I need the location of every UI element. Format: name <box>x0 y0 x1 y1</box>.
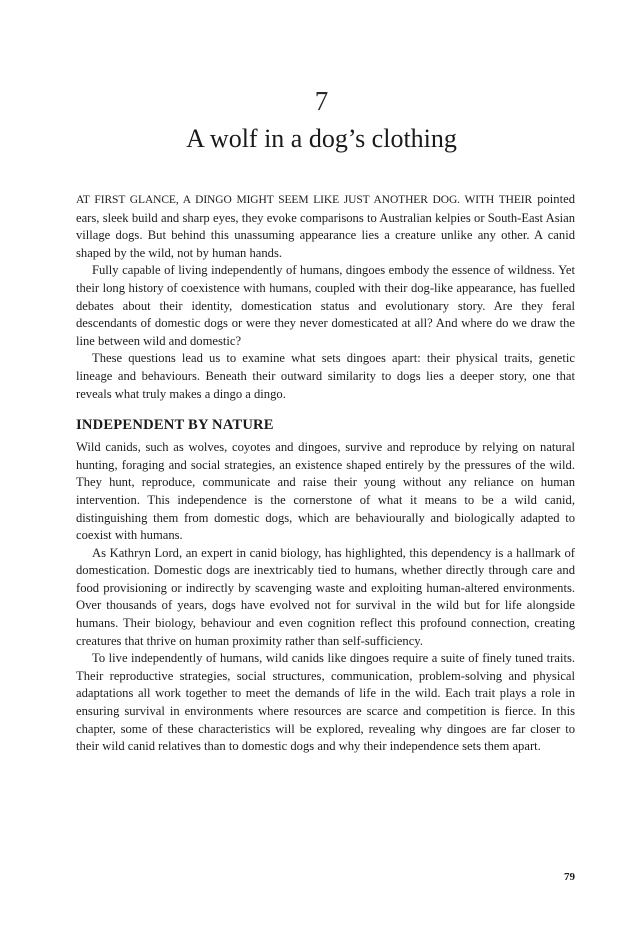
intro-paragraph-3: These questions lead us to examine what sets dingoes apart: their physical traits, genetic lineage and behaviours. Beneath their outward similarity to dogs lies a deeper story, one that reveals what truly makes a dingo a dingo. <box>76 351 575 401</box>
section-paragraph-2: As Kathryn Lord, an expert in canid biology, has highlighted, this dependency is a hallmark of domestication. Domestic dogs are inextricably tied to humans, whether directly through care and food provisioning or indirectly by scavenging waste and exploiting human-altered environments. Over thousands of years, dogs have evolved not for survival in the wild but for life alongside humans. Their biology, behaviour and even cognition reflect this profound connection, creating creatures that thrive on human proximity rather than self-sufficiency. <box>76 545 575 648</box>
body-text <box>76 191 575 756</box>
section-heading: INDEPENDENT BY NATURE <box>76 417 274 434</box>
chapter-number: 7 <box>314 86 329 116</box>
intro-paragraph-1 <box>76 191 575 262</box>
section-paragraph-1: Wild canids, such as wolves, coyotes and dingoes, survive and reproduce by relying on natural hunting, foraging and social strategies, an existence shaped entirely by the pressures of the wild. They hunt, reproduce, communicate and raise their young without any reliance on human intervention. This independence is the cornerstone of what it means to be a wild canid, distinguishing them from domestic dogs, which are behaviourally and biologically adapted to coexist with humans. <box>76 440 575 543</box>
section-paragraph-3: To live independently of humans, wild canids like dingoes require a suite of finely tuned traits. Their reproductive strategies, social structures, communication, problem-solving and physical adaptations all work together to meet the demands of life in the wild. Each trait plays a role in ensuring survival in environments where resources are scarce and competition is fierce. In this chapter, some of these characteristics will be explored, revealing why dingoes are far closer to their wild canid relatives than to domestic dogs and why their independence sets them apart. <box>76 651 575 754</box>
chapter-title: A wolf in a dog’s clothing <box>186 124 457 153</box>
page-number: 79 <box>564 871 575 883</box>
intro-lead-smallcaps: AT FIRST GLANCE, A DINGO MIGHT SEEM LIKE JUST ANOTHER DOG. WITH THEIR <box>76 194 533 206</box>
intro-paragraph-1-rest: pointed ears, sleek build and sharp eyes, they evoke comparisons to Australian kelpies or South-East Asian village dogs. But behind this unassuming appearance lies a creature unlike any other. A canid shaped by the wild, not by human hands. <box>76 192 575 260</box>
intro-paragraph-2: Fully capable of living independently of humans, dingoes embody the essence of wildness. Yet their long history of coexistence with humans, coupled with their dog-like appearance, has fuelled debates about their identity, domestication status and evolutionary story. Are they feral descendants of domestic dogs or were they never domesticated at all? And where do we draw the line between wild and domestic? <box>76 263 575 348</box>
